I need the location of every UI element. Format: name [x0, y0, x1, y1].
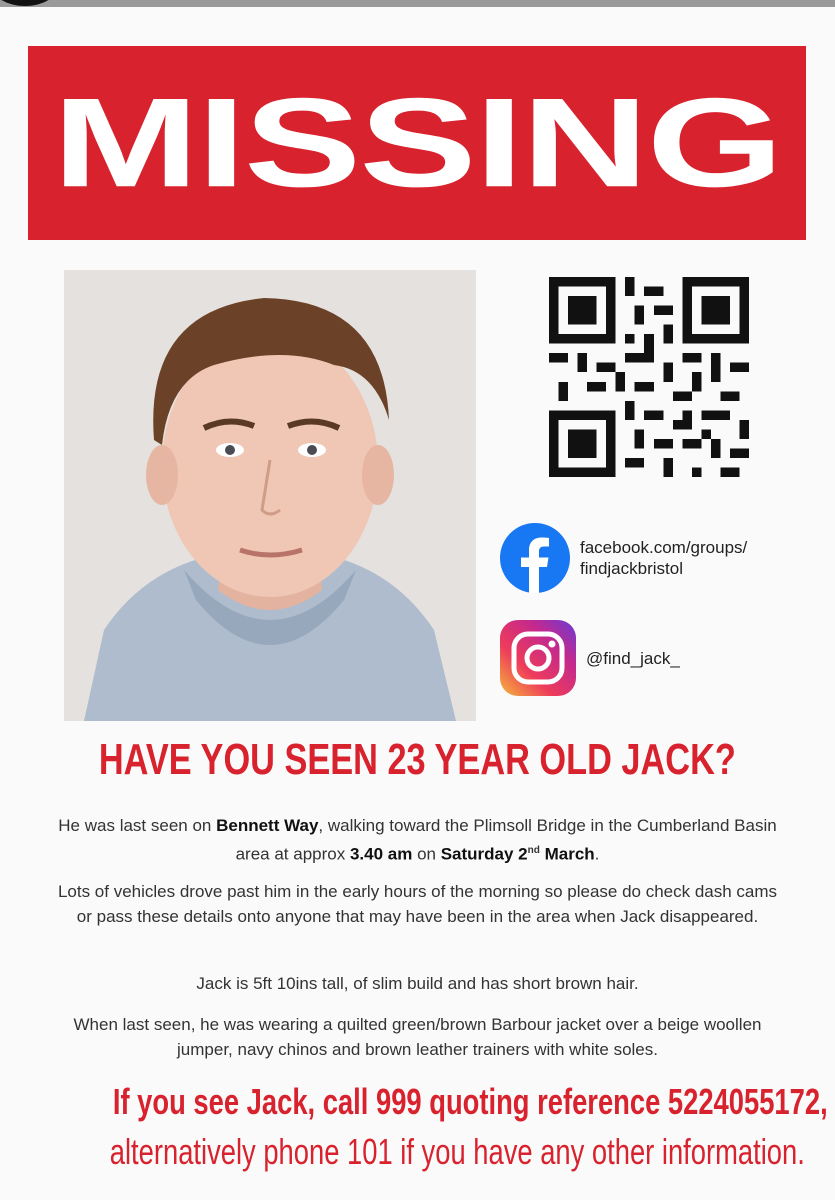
facebook-contact[interactable]	[500, 523, 747, 593]
dashcam-paragraph: Lots of vehicles drove past him in the early hours of the morning so please do check dash cams or pass these details onto anyone that may have been in the area when Jack disappeared.	[57, 882, 778, 926]
top-bar	[0, 0, 835, 7]
p1-date-suffix: nd	[527, 845, 540, 856]
qr-code[interactable]	[544, 277, 754, 477]
cta-line-2-text: alternatively phone 101 if you have any other information.	[109, 1131, 805, 1172]
p1-date: Saturday 2	[440, 844, 528, 864]
last-seen-paragraph	[55, 813, 780, 867]
call-to-action-line-2	[0, 1130, 835, 1174]
call-to-action-line-1	[0, 1080, 835, 1124]
facebook-line-1: facebook.com/groups/	[580, 538, 748, 557]
p1-text-h: .	[594, 844, 600, 864]
p1-time: 3.40 am	[349, 844, 413, 864]
portrait-illustration	[64, 270, 476, 721]
facebook-link[interactable]	[580, 537, 747, 579]
p1-text-e: on	[412, 844, 441, 864]
instagram-icon	[500, 620, 576, 696]
instagram-handle[interactable]: @find_jack_	[586, 648, 680, 668]
facebook-line-2: findjackbristol	[580, 559, 683, 578]
missing-banner	[28, 46, 806, 240]
headline	[0, 734, 835, 786]
missing-person-photo	[64, 270, 476, 721]
p1-location: Bennett Way	[216, 816, 319, 835]
p1-text-a: He was last seen on	[58, 816, 217, 835]
clothing-paragraph: When last seen, he was wearing a quilted green/brown Barbour jacket over a beige woollen jumper, navy chinos and brown leather trainers with white soles.	[73, 1015, 762, 1059]
p1-text-c: , walking toward the Plimsoll Bridge in the Cumberland Basin area at approx	[235, 816, 777, 864]
instagram-contact[interactable]	[500, 620, 680, 696]
cta-line-1-text: If you see Jack, call 999 quoting reference 5224055172,	[112, 1081, 828, 1122]
headline-text: HAVE YOU SEEN 23 YEAR OLD JACK?	[99, 735, 736, 784]
facebook-icon	[500, 523, 570, 593]
banner-title: MISSING	[52, 72, 782, 214]
p1-month: March	[539, 844, 595, 864]
description-paragraph: Jack is 5ft 10ins tall, of slim build and has short brown hair.	[196, 974, 639, 993]
